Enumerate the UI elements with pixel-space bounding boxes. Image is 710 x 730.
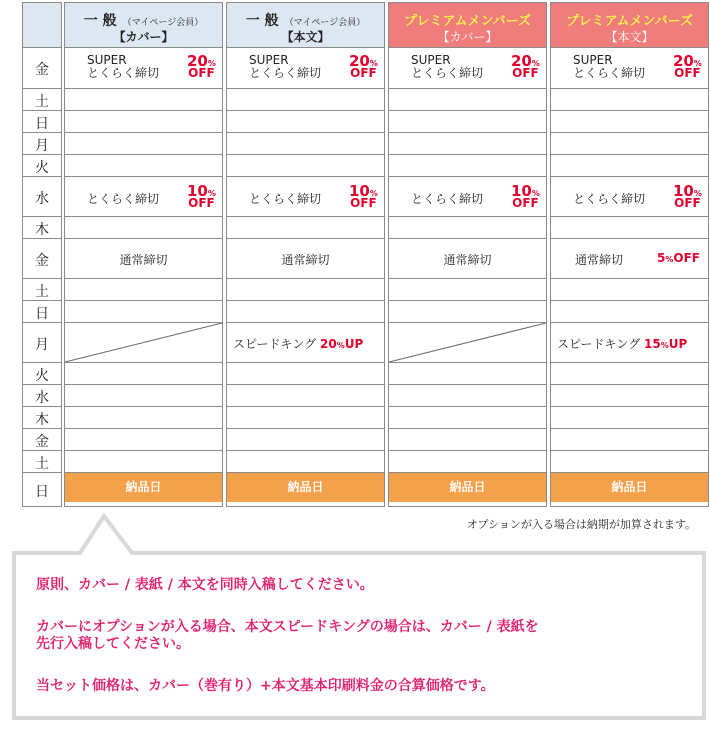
day-row [23,322,61,362]
table-cell [227,278,384,300]
note-line: 当セット価格は、カバー（巻有り）+本文基本印刷料金の合算価格です。 [36,678,495,694]
schedule-table [22,2,706,507]
diagonal-line [389,323,546,363]
column-header [389,3,546,48]
table-cell [227,238,384,278]
table-cell [389,110,546,132]
speed-king [233,335,363,352]
day-label: 土 [35,94,49,110]
table-cell [389,278,546,300]
tokuraku-label: とくらく締切 [411,192,484,206]
up-percent: % [336,341,345,350]
badge-percent: % [531,59,540,68]
badge-off: OFF [188,66,215,81]
option-footnote: オプションが入る場合は納期が加算されます。 [466,518,696,531]
day-label: 日 [35,306,49,322]
day-label: 土 [35,456,49,472]
column-premium-cover [388,2,547,507]
badge-percent: % [369,189,378,198]
table-cell [551,300,708,322]
table-cell [389,154,546,176]
speed-king-label: スピードキング [233,337,317,351]
badge-off: OFF [188,196,215,211]
discount-inline [657,251,700,265]
badge-percent: % [531,189,540,198]
super-label-line1: SUPER [411,53,451,67]
day-row [23,88,61,110]
day-label: 日 [35,116,49,132]
table-cell [227,154,384,176]
table-cell [65,300,222,322]
badge-percent: % [693,189,702,198]
super-label [249,54,321,80]
table-cell [551,154,708,176]
day-row [23,154,61,176]
table-cell [389,216,546,238]
badge-off: OFF [512,196,539,211]
discount-badge [673,183,702,210]
badge-off: OFF [673,251,700,265]
table-cell [65,48,222,88]
table-cell [65,216,222,238]
table-cell [389,362,546,384]
discount-badge [511,183,540,210]
badge-percent: % [207,59,216,68]
day-row [23,362,61,384]
table-cell [389,384,546,406]
up-text: UP [668,337,688,351]
table-cell [65,428,222,450]
note-line: 原則、カバー / 表紙 / 本文を同時入稿してください。 [36,577,374,593]
day-row [23,216,61,238]
column-header [551,3,708,48]
day-label: 木 [35,222,49,238]
day-row [23,300,61,322]
speed-king-label: スピードキング [557,337,641,351]
table-cell [551,216,708,238]
super-label-line2: とくらく締切 [573,66,646,80]
table-cell [551,384,708,406]
column-subtitle: 【カバー】 [437,30,498,44]
badge-number: 20 [349,52,370,70]
table-cell [65,450,222,472]
day-label: 水 [35,191,49,207]
column-subtitle: 【本文】 [281,30,330,44]
table-cell [551,322,708,362]
table-cell [389,88,546,110]
speed-king-up [320,337,363,351]
day-label: 土 [35,284,49,300]
badge-number: 10 [187,182,208,200]
column-title: 一 般 [83,13,117,29]
badge-number: 5 [657,251,666,265]
table-cell [65,176,222,216]
tsujo-label: 通常締切 [281,253,330,267]
table-cell [389,472,546,508]
day-label: 金 [35,62,49,78]
day-row [23,278,61,300]
day-label: 水 [35,390,49,406]
column-general-cover [64,2,223,507]
table-cell [551,88,708,110]
up-number: 15 [644,337,661,351]
up-text: UP [344,337,364,351]
day-row [23,176,61,216]
table-cell [551,428,708,450]
tokuraku-label: とくらく締切 [249,192,322,206]
column-title-sub: （マイページ会員） [284,18,366,28]
table-cell [227,384,384,406]
super-label [573,54,645,80]
table-cell [65,472,222,508]
badge-off: OFF [674,66,701,81]
delivery-day: 納品日 [389,473,546,502]
tsujo-label: 通常締切 [119,253,168,267]
day-row [23,406,61,428]
table-cell [389,300,546,322]
day-column-header [23,3,61,48]
badge-off: OFF [512,66,539,81]
column-title: プレミアムメンバーズ [565,14,693,29]
column-title-sub: （マイページ会員） [122,18,204,28]
table-cell [65,238,222,278]
table-cell [65,154,222,176]
badge-off: OFF [674,196,701,211]
super-label-line2: とくらく締切 [411,66,484,80]
diagonal-line [65,323,222,363]
table-cell [389,428,546,450]
day-row [23,238,61,278]
table-cell [65,88,222,110]
table-cell [551,450,708,472]
column-general-body [226,2,385,507]
discount-badge [187,183,216,210]
table-cell [389,132,546,154]
badge-off: OFF [350,66,377,81]
discount-badge [187,53,216,80]
table-cell [227,406,384,428]
speed-king [557,335,687,352]
table-cell [65,278,222,300]
column-title: プレミアムメンバーズ [403,14,531,29]
table-cell [551,132,708,154]
discount-badge [349,53,378,80]
table-cell [551,406,708,428]
table-cell [227,88,384,110]
table-cell [227,472,384,508]
table-cell [551,48,708,88]
column-subtitle: 【本文】 [605,30,654,44]
badge-number: 20 [511,52,532,70]
column-subtitle: 【カバー】 [113,30,174,44]
delivery-day: 納品日 [65,473,222,502]
tsujo-label: 通常締切 [575,253,624,267]
table-cell [227,450,384,472]
table-cell [551,472,708,508]
table-cell [227,132,384,154]
speed-king-up [644,337,687,351]
day-column [22,2,62,507]
note-line: 先行入稿してください。 [36,636,190,652]
table-cell-na [389,322,546,362]
delivery-day: 納品日 [551,473,708,502]
super-label-line2: とくらく締切 [87,66,160,80]
column-title: 一 般 [245,13,279,29]
table-cell-na [65,322,222,362]
tokuraku-label: とくらく締切 [573,192,646,206]
table-cell [227,48,384,88]
table-cell [65,406,222,428]
table-cell [389,406,546,428]
table-cell [65,384,222,406]
table-cell [227,216,384,238]
table-cell [227,110,384,132]
badge-number: 20 [673,52,694,70]
day-row [23,132,61,154]
day-row [23,48,61,88]
badge-number: 10 [673,182,694,200]
badge-percent: % [693,59,702,68]
badge-number: 20 [187,52,208,70]
table-cell [389,176,546,216]
day-label: 火 [35,160,49,176]
column-header [65,3,222,48]
badge-off: OFF [350,196,377,211]
up-percent: % [660,341,669,350]
table-cell [227,322,384,362]
table-cell [227,428,384,450]
day-row [23,428,61,450]
table-cell [551,362,708,384]
day-label: 金 [35,434,49,450]
badge-number: 10 [349,182,370,200]
delivery-day: 納品日 [227,473,384,502]
day-label: 金 [35,253,49,269]
table-cell [551,176,708,216]
table-cell [389,238,546,278]
day-label: 月 [35,138,49,154]
badge-percent: % [207,189,216,198]
day-label: 火 [35,368,49,384]
discount-badge [349,183,378,210]
day-row [23,472,61,508]
table-cell [389,48,546,88]
table-cell [65,110,222,132]
table-cell [227,176,384,216]
table-cell [227,300,384,322]
super-label-line1: SUPER [249,53,289,67]
day-label: 木 [35,412,49,428]
day-row [23,450,61,472]
table-cell [65,362,222,384]
day-label: 月 [35,337,49,353]
super-label [411,54,483,80]
note-line: カバーにオプションが入る場合、本文スピードキングの場合は、カバー / 表紙を [36,619,539,635]
column-header [227,3,384,48]
table-cell [551,110,708,132]
discount-badge [511,53,540,80]
day-label: 日 [35,484,49,500]
super-label-line2: とくらく締切 [249,66,322,80]
badge-percent: % [665,255,674,264]
table-cell [389,450,546,472]
day-row [23,384,61,406]
table-cell [551,238,708,278]
super-label-line1: SUPER [87,53,127,67]
badge-percent: % [369,59,378,68]
table-cell [227,362,384,384]
discount-badge [673,53,702,80]
super-label [87,54,159,80]
up-number: 20 [320,337,337,351]
table-cell [65,132,222,154]
day-row [23,110,61,132]
tokuraku-label: とくらく締切 [87,192,160,206]
tsujo-label: 通常締切 [443,253,492,267]
badge-number: 10 [511,182,532,200]
super-label-line1: SUPER [573,53,613,67]
table-cell [551,278,708,300]
column-premium-body [550,2,709,507]
